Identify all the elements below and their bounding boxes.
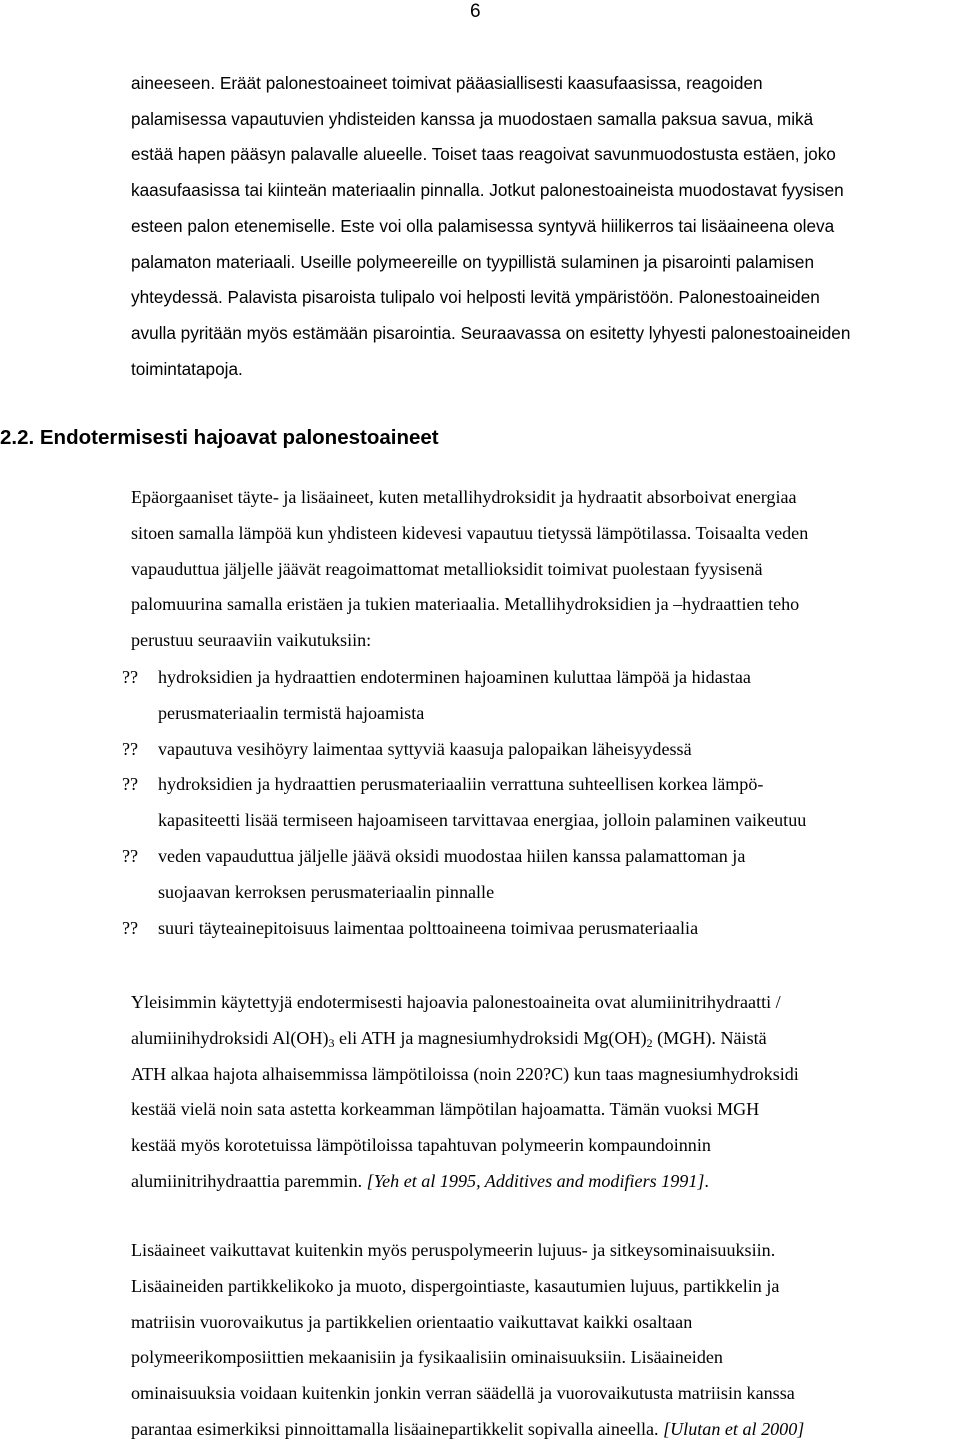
text-line: avulla pyritään myös estämään pisarointia. Seuraavassa on esitetty lyhyesti palonestoaineiden	[131, 322, 851, 343]
text-line: hydroksidien ja hydraattien perusmateriaaliin verrattuna suhteellisen korkea lämpö-	[158, 774, 764, 795]
text-line: estää hapen pääsyn palavalle alueelle. Toiset taas reagoivat savunmuodostusta estäen, joko	[131, 144, 836, 165]
text-line: matriisin vuorovaikutus ja partikkelien orientaatio vaikuttavat kaikki osaltaan	[131, 1311, 693, 1332]
text-line: kapasiteetti lisää termiseen hajoamiseen tarvittavaa energiaa, jolloin palaminen vaikeutuu	[158, 810, 807, 831]
text-line: esteen palon etenemiselle. Este voi olla palamisessa syntyvä hiilikerros tai lisäaineena oleva	[131, 215, 835, 236]
text-line: Epäorgaaniset täyte- ja lisäaineet, kuten metallihydroksidit ja hydraatit absorboivat energiaa	[131, 487, 797, 507]
text-line: Yleisimmin käytettyjä endotermisesti hajoavia palonestoaineita ovat alumiinitrihydraatti /	[131, 992, 781, 1012]
list-item	[122, 911, 952, 947]
text-line: polymeerikomposiittien mekaanisiin ja fysikaalisiin ominaisuuksiin. Lisäaineiden	[131, 1347, 723, 1368]
bullet-marker: ??	[122, 917, 139, 938]
text-line: Lisäaineiden partikkelikoko ja muoto, dispergointiaste, kasautumien lujuus, partikkelin ja	[131, 1275, 780, 1296]
text-line: kestää myös korotetuissa lämpötiloissa tapahtuvan polymeerin kompaundoinnin	[131, 1135, 711, 1156]
text-line-formulas	[131, 1021, 956, 1057]
text-fragment: (MGH). Näistä	[652, 1027, 767, 1048]
list-item	[122, 839, 952, 911]
text-fragment: alumiinitrihydraattia paremmin.	[131, 1170, 367, 1191]
section-heading: 2.2. Endotermisesti hajoavat palonestoaineet	[0, 426, 439, 449]
text-line: ominaisuuksia voidaan kuitenkin jonkin verran säädellä ja vuorovaikutusta matriisin kanssa	[131, 1383, 795, 1404]
text-fragment: eli ATH ja magnesiumhydroksidi Mg(OH)	[334, 1027, 647, 1048]
text-line: vapautuva vesihöyry laimentaa syttyviä kaasuja palopaikan läheisyydessä	[158, 738, 692, 759]
text-line: perusmateriaalin termistä hajoamista	[158, 702, 425, 723]
text-line: palomuurina samalla eristäen ja tukien materiaalia. Metallihydroksidien ja –hydraattien teho	[131, 594, 800, 615]
list-item	[122, 660, 952, 732]
text-line: kaasufaasissa tai kiinteän materiaalin pinnalla. Jotkut palonestoaineista muodostavat fyysisen	[131, 180, 844, 201]
effects-list	[122, 660, 952, 946]
text-line: aineeseen. Eräät palonestoaineet toimivat pääasiallisesti kaasufaasissa, reagoiden	[131, 73, 763, 93]
paragraph-common-agents	[131, 985, 956, 1200]
text-line	[131, 1164, 956, 1200]
text-line: kestää vielä noin sata astetta korkeamman lämpötilan hajoamatta. Tämän vuoksi MGH	[131, 1099, 760, 1120]
list-item	[122, 767, 952, 839]
text-line: veden vapauduttua jäljelle jäävä oksidi muodostaa hiilen kanssa palamattoman ja	[158, 845, 746, 866]
text-line: hydroksidien ja hydraattien endoterminen hajoaminen kuluttaa lämpöä ja hidastaa	[158, 667, 751, 687]
bullet-marker: ??	[122, 667, 139, 687]
intro-paragraph	[131, 66, 951, 387]
text-line: perustuu seuraaviin vaikutuksiin:	[131, 630, 372, 651]
bullet-marker: ??	[122, 845, 139, 866]
page-number: 6	[470, 1, 481, 22]
text-fragment: .	[704, 1170, 709, 1191]
citation: [Yeh et al 1995, Additives and modifiers 1991]	[366, 1170, 705, 1191]
list-item	[122, 732, 952, 768]
text-line: Lisäaineet vaikuttavat kuitenkin myös peruspolymeerin lujuus- ja sitkeysominaisuuksiin.	[131, 1240, 776, 1260]
subscript: 2	[646, 1035, 653, 1050]
text-line: suojaavan kerroksen perusmateriaalin pinnalle	[158, 881, 495, 902]
text-line: vapauduttua jäljelle jäävät reagoimattomat metallioksidit toimivat puolestaan fyysisenä	[131, 558, 763, 579]
bullet-marker: ??	[122, 738, 139, 759]
subscript: 3	[328, 1035, 335, 1050]
text-line: toimintatapoja.	[131, 358, 243, 379]
text-fragment: alumiinihydroksidi Al(OH)	[131, 1027, 329, 1048]
paragraph-mechanism	[131, 480, 956, 659]
text-line	[131, 1412, 956, 1448]
bullet-marker: ??	[122, 774, 139, 795]
paragraph-additive-effects	[131, 1233, 956, 1448]
text-line: palamaton materiaali. Useille polymeereille on tyypillistä sulaminen ja pisarointi palamisen	[131, 251, 815, 272]
text-line: palamisessa vapautuvien yhdisteiden kanssa ja muodostaen samalla paksua savua, mikä	[131, 108, 814, 129]
citation: [Ulutan et al 2000]	[663, 1418, 805, 1439]
text-line: suuri täyteainepitoisuus laimentaa polttoaineena toimivaa perusmateriaalia	[158, 917, 699, 938]
text-line: ATH alkaa hajota alhaisemmissa lämpötiloissa (noin 220?C) kun taas magnesiumhydroksidi	[131, 1063, 799, 1084]
text-line: yhteydessä. Palavista pisaroista tulipalo voi helposti levitä ympäristöön. Palonestoaineiden	[131, 287, 820, 308]
text-line: sitoen samalla lämpöä kun yhdisteen kidevesi vapautuu tietyssä lämpötilassa. Toisaalta veden	[131, 522, 809, 543]
text-fragment: parantaa esimerkiksi pinnoittamalla lisäainepartikkelit sopivalla aineella.	[131, 1418, 664, 1439]
